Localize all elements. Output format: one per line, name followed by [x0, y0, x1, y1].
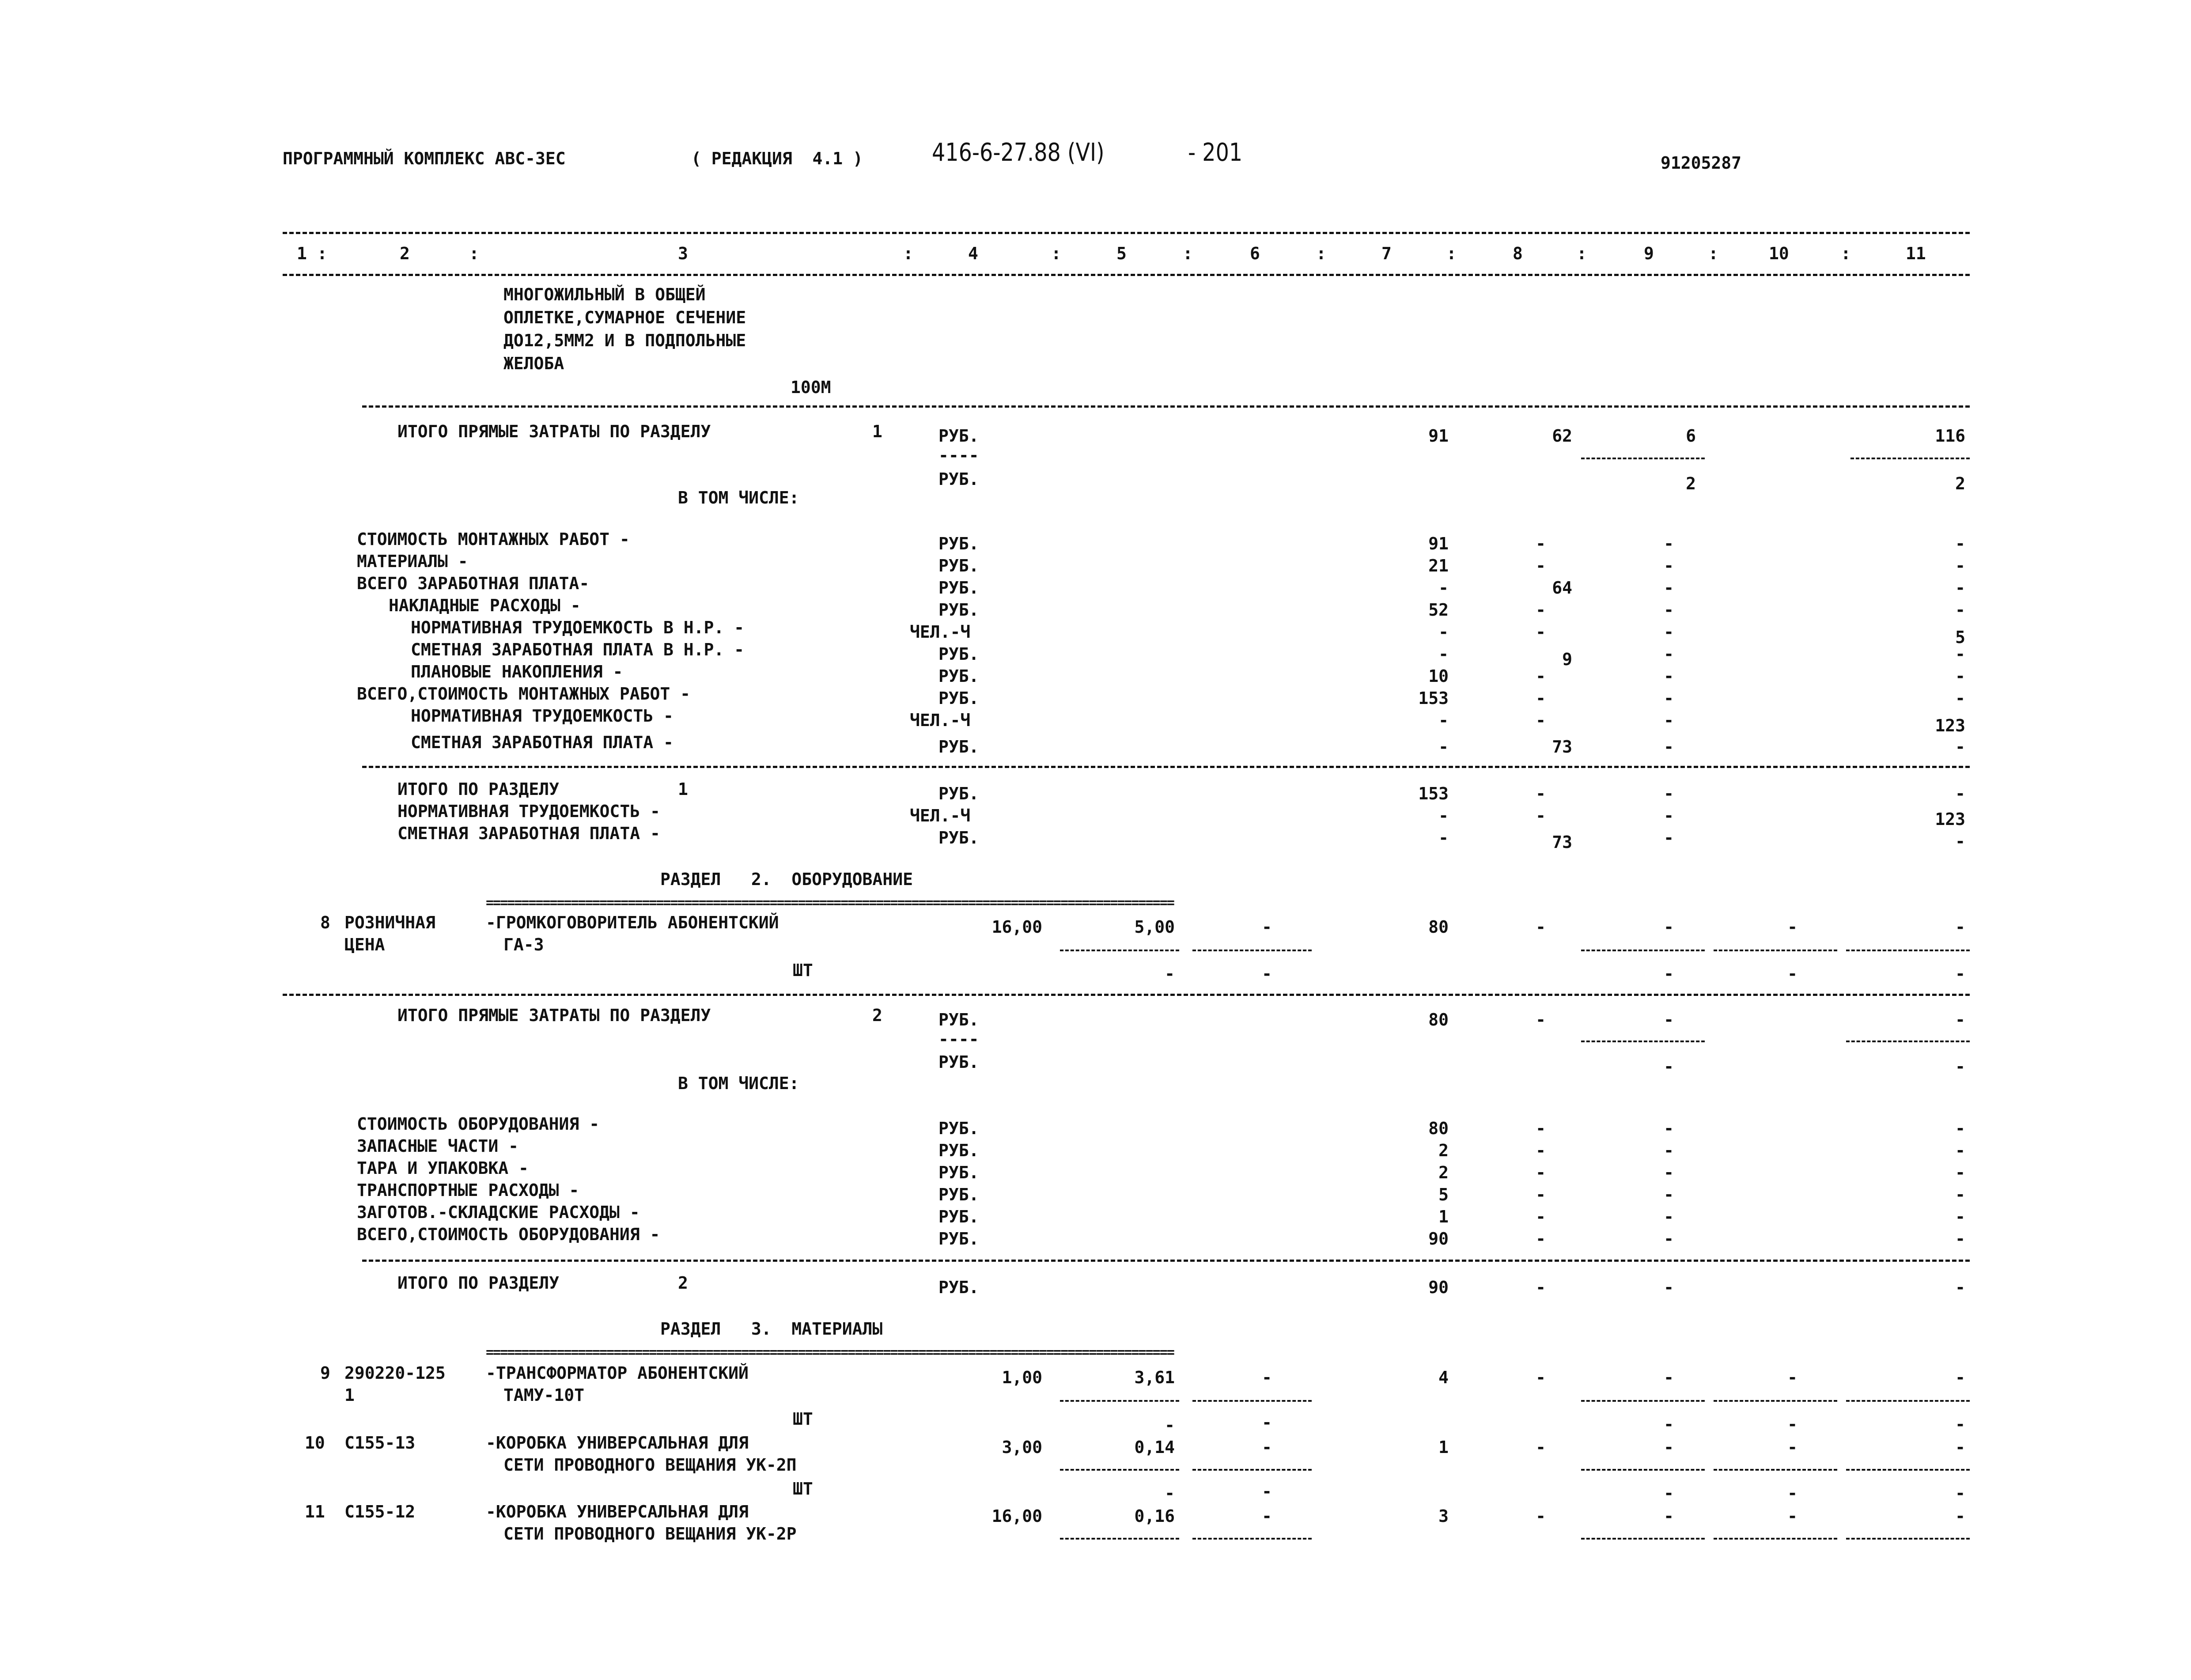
breakdown-label: СТОИМОСТЬ МОНТАЖНЫХ РАБОТ - [357, 530, 630, 549]
col11-value: - [1955, 556, 1965, 575]
unit-col9: - [1664, 1415, 1674, 1434]
subtotal-rule [1581, 458, 1705, 459]
col11-value: - [1955, 832, 1965, 851]
col8-value: - [1536, 806, 1546, 825]
cell-rule [1060, 950, 1179, 951]
item-number: 9 [320, 1363, 330, 1383]
col9-value: - [1664, 806, 1674, 825]
col8-value: 73 [1552, 737, 1572, 757]
col10-value: - [1787, 1368, 1797, 1387]
col6-value: - [1262, 1438, 1272, 1457]
description-line: ЖЕЛОБА [503, 354, 564, 373]
col7-value: - [1438, 828, 1449, 848]
col9-value: - [1664, 1278, 1674, 1297]
col7-value: 5 [1438, 1185, 1449, 1204]
column-separator: : [1051, 244, 1061, 263]
col7-value: 10 [1428, 666, 1449, 686]
column-separator: : [1446, 244, 1457, 263]
col7-value: - [1438, 644, 1449, 664]
unit-col10: - [1787, 1415, 1797, 1434]
col8-value: - [1536, 1368, 1546, 1387]
col7-value: 90 [1428, 1278, 1449, 1297]
col9-value: - [1664, 644, 1674, 664]
summary-unit: РУБ. [938, 1278, 979, 1297]
column-separator: : [1183, 244, 1193, 263]
column-header-9: 9 [1644, 244, 1654, 263]
column-header-8: 8 [1513, 244, 1523, 263]
total-label: ИТОГО ПРЯМЫЕ ЗАТРАТЫ ПО РАЗДЕЛУ [397, 422, 711, 441]
unit-col5: - [1165, 1483, 1175, 1503]
col7-value: 80 [1428, 917, 1449, 937]
col9-value: - [1664, 1207, 1674, 1226]
including-label: В ТОМ ЧИСЛЕ: [678, 488, 799, 507]
breakdown-label: СМЕТНАЯ ЗАРАБОТНАЯ ПЛАТА В Н.Р. - [411, 640, 744, 659]
col11-value: 5 [1955, 628, 1965, 647]
col9-value: - [1664, 1119, 1674, 1138]
col8-value: 9 [1562, 650, 1572, 669]
program-title: ПРОГРАММНЫЙ КОМПЛЕКС АВС-ЗЕС [283, 149, 566, 168]
section-number: 1 [678, 779, 688, 799]
cell-rule [1846, 1538, 1970, 1540]
item-name: -КОРОБКА УНИВЕРСАЛЬНАЯ ДЛЯ [486, 1433, 749, 1453]
col9-value: - [1664, 1438, 1674, 1457]
col8-value: - [1536, 689, 1546, 708]
quantity: 16,00 [991, 917, 1042, 937]
col9-value: - [1664, 556, 1674, 575]
col8-value: - [1536, 666, 1546, 686]
page-number: - 201 [1188, 138, 1243, 167]
column-separator: : [469, 244, 479, 263]
col6-value: - [1262, 917, 1272, 937]
col7-value: 3 [1438, 1506, 1449, 1526]
col7-value: - [1438, 622, 1449, 642]
column-header-10: 10 [1769, 244, 1789, 263]
col9-value: - [1664, 1506, 1674, 1526]
breakdown-label: СТОИМОСТЬ ОБОРУДОВАНИЯ - [357, 1114, 600, 1134]
section-number: 1 [872, 422, 882, 441]
cell-rule [1581, 1469, 1705, 1471]
column-header-2: 2 [400, 244, 410, 263]
col11-value: - [1955, 534, 1965, 553]
unit-col6: - [1262, 1482, 1272, 1501]
cell-rule [1714, 1469, 1837, 1471]
col11-value: 116 [1935, 426, 1965, 446]
item-unit: ШТ [793, 961, 813, 980]
quantity: 1,00 [1002, 1368, 1042, 1387]
col8-value: - [1536, 784, 1546, 803]
quantity: 3,00 [1002, 1438, 1042, 1457]
summary-unit: РУБ. [938, 828, 979, 848]
unit-col9: - [1664, 964, 1674, 984]
col6-value: - [1262, 1368, 1272, 1387]
col8-value: - [1536, 1141, 1546, 1160]
subtotal-rule [1850, 458, 1970, 459]
summary-label: НОРМАТИВНАЯ ТРУДОЕМКОСТЬ - [397, 802, 660, 821]
col7-value: - [1438, 578, 1449, 598]
col7-value: 80 [1428, 1010, 1449, 1029]
breakdown-label: СМЕТНАЯ ЗАРАБОТНАЯ ПЛАТА - [411, 733, 674, 752]
col11-value: - [1955, 1278, 1965, 1297]
item-name: -КОРОБКА УНИВЕРСАЛЬНАЯ ДЛЯ [486, 1502, 749, 1521]
breakdown-label: ВСЕГО,СТОИМОСТЬ МОНТАЖНЫХ РАБОТ - [357, 684, 690, 704]
cell-rule [1581, 1400, 1705, 1402]
breakdown-label: ВСЕГО,СТОИМОСТЬ ОБОРУДОВАНИЯ - [357, 1225, 660, 1244]
row-rule [362, 405, 1970, 408]
summary-label: ИТОГО ПО РАЗДЕЛУ [397, 1273, 560, 1293]
cell-rule [1846, 1400, 1970, 1402]
item-code: С155-13 [344, 1433, 416, 1453]
col11-value: - [1955, 737, 1965, 757]
col8-value: - [1536, 1438, 1546, 1457]
col11-value: - [1955, 1010, 1965, 1029]
breakdown-unit: РУБ. [938, 1207, 979, 1226]
description-line: МНОГОЖИЛЬНЫЙ В ОБЩЕЙ [503, 285, 706, 304]
row-rule [362, 766, 1970, 768]
column-separator: : [903, 244, 913, 263]
col11-value: - [1955, 1438, 1965, 1457]
cell-rule [1714, 950, 1837, 951]
row-rule [283, 994, 1970, 996]
summary-label: СМЕТНАЯ ЗАРАБОТНАЯ ПЛАТА - [397, 824, 660, 843]
col9-value: - [1664, 600, 1674, 620]
cell-rule [1060, 1538, 1179, 1540]
unit-price: 0,16 [1134, 1506, 1175, 1526]
col11-value: - [1955, 689, 1965, 708]
breakdown-unit: ЧЕЛ.-Ч [910, 711, 971, 730]
unit-col5: - [1165, 964, 1175, 984]
unit-label: РУБ. [938, 469, 979, 489]
column-header-3: 3 [678, 244, 688, 263]
header-bottom-rule [283, 274, 1970, 276]
row-rule [362, 1260, 1970, 1262]
description-line: ДО12,5ММ2 И В ПОДПОЛЬНЫЕ [503, 331, 746, 350]
document-number: 91205287 [1661, 153, 1742, 173]
unit-dashes: ---- [938, 1029, 979, 1049]
col7-value: 1 [1438, 1207, 1449, 1226]
breakdown-unit: РУБ. [938, 534, 979, 553]
breakdown-unit: РУБ. [938, 1163, 979, 1182]
description-line: ОПЛЕТКЕ,СУМАРНОЕ СЕЧЕНИЕ [503, 308, 746, 327]
item-code: 290220-125 [344, 1363, 446, 1383]
col11-value: - [1955, 1119, 1965, 1138]
item-name: -ГРОМКОГОВОРИТЕЛЬ АБОНЕНТСКИЙ [486, 913, 779, 932]
col9-value: - [1664, 1185, 1674, 1204]
col9-value: - [1664, 737, 1674, 757]
cell-rule [1846, 950, 1970, 951]
header-top-rule [283, 232, 1970, 234]
col11-value: - [1955, 1185, 1965, 1204]
project-code: 416-6-27.88 (VI) [932, 138, 1105, 167]
item-number: 11 [305, 1502, 325, 1521]
unit-col6: - [1262, 964, 1272, 984]
unit-price: 0,14 [1134, 1438, 1175, 1457]
column-separator: : [1841, 244, 1851, 263]
col9-value: - [1664, 1141, 1674, 1160]
col7-value: - [1438, 737, 1449, 757]
unit-col6: - [1262, 1413, 1272, 1432]
item-unit: ШТ [793, 1409, 813, 1429]
col11-value: - [1955, 784, 1965, 803]
unit-dashes: ---- [938, 446, 979, 465]
unit-label: РУБ. [938, 426, 979, 446]
col11-value: 123 [1935, 716, 1965, 735]
col8-value: - [1536, 1185, 1546, 1204]
item-name-line2: ТАМУ-10Т [503, 1385, 585, 1405]
cell-rule [1060, 1400, 1179, 1402]
unit-col10: - [1787, 1483, 1797, 1503]
col9-value: - [1664, 784, 1674, 803]
total-label: ИТОГО ПРЯМЫЕ ЗАТРАТЫ ПО РАЗДЕЛУ [397, 1006, 711, 1025]
col11-value: - [1955, 600, 1965, 620]
breakdown-label: ЗАГОТОВ.-СКЛАДСКИЕ РАСХОДЫ - [357, 1203, 640, 1222]
col8-value: - [1536, 1010, 1546, 1029]
col7-value: 52 [1428, 600, 1449, 620]
breakdown-label: НОРМАТИВНАЯ ТРУДОЕМКОСТЬ В Н.Р. - [411, 618, 744, 637]
column-header-6: 6 [1250, 244, 1260, 263]
column-header-7: 7 [1381, 244, 1392, 263]
item-code: С155-12 [344, 1502, 416, 1521]
breakdown-unit: РУБ. [938, 1229, 979, 1249]
col8-value: 62 [1552, 426, 1572, 446]
col11-value: - [1955, 1141, 1965, 1160]
col11-value: - [1955, 578, 1965, 598]
col6-value: - [1262, 1506, 1272, 1526]
col8-value: - [1536, 1119, 1546, 1138]
col9-value: - [1664, 666, 1674, 686]
col8-value: - [1536, 1278, 1546, 1297]
summary-label: ИТОГО ПО РАЗДЕЛУ [397, 779, 560, 799]
breakdown-label: ЗАПАСНЫЕ ЧАСТИ - [357, 1136, 519, 1156]
col11-value: 2 [1955, 474, 1965, 493]
breakdown-unit: РУБ. [938, 644, 979, 664]
breakdown-label: НОРМАТИВНАЯ ТРУДОЕМКОСТЬ - [411, 706, 674, 726]
cell-rule [1060, 1469, 1179, 1471]
col7-value: 153 [1418, 784, 1449, 803]
breakdown-label: ТРАНСПОРТНЫЕ РАСХОДЫ - [357, 1181, 579, 1200]
col7-value: 2 [1438, 1141, 1449, 1160]
item-code-line2: ЦЕНА [344, 935, 385, 954]
edition-label: ( РЕДАКЦИЯ 4.1 ) [691, 149, 863, 168]
col8-value: - [1536, 622, 1546, 642]
col11-value: - [1955, 917, 1965, 937]
cell-rule [1846, 1469, 1970, 1471]
unit-label: РУБ. [938, 1052, 979, 1072]
item-name-line2: ГА-3 [503, 935, 544, 954]
col9-value: - [1664, 1229, 1674, 1249]
col11-value: - [1955, 1163, 1965, 1182]
section-number: 2 [872, 1006, 882, 1025]
col10-value: - [1787, 1438, 1797, 1457]
cell-rule [1581, 1538, 1705, 1540]
including-label: В ТОМ ЧИСЛЕ: [678, 1074, 799, 1093]
breakdown-unit: РУБ. [938, 578, 979, 598]
column-header-1: 1 [297, 244, 307, 263]
breakdown-unit: РУБ. [938, 737, 979, 757]
unit-col11: - [1955, 1415, 1965, 1434]
col9-value: - [1664, 622, 1674, 642]
unit-label: РУБ. [938, 1010, 979, 1029]
cell-rule [1192, 1469, 1312, 1471]
col9-value: - [1664, 578, 1674, 598]
breakdown-label: ТАРА И УПАКОВКА - [357, 1158, 529, 1178]
col7-value: - [1438, 711, 1449, 730]
item-unit: ШТ [793, 1479, 813, 1498]
section3-title: РАЗДЕЛ 3. МАТЕРИАЛЫ [660, 1319, 883, 1339]
col7-value: 80 [1428, 1119, 1449, 1138]
col7-value: - [1438, 806, 1449, 825]
col9-value: - [1664, 1163, 1674, 1182]
col8-value: 64 [1552, 578, 1572, 598]
column-separator: : [1708, 244, 1718, 263]
breakdown-unit: РУБ. [938, 689, 979, 708]
col8-value: - [1536, 1506, 1546, 1526]
section-number: 2 [678, 1273, 688, 1293]
col7-value: 91 [1428, 534, 1449, 553]
summary-unit: РУБ. [938, 784, 979, 803]
col9-value: 6 [1686, 426, 1696, 446]
col11-value: - [1955, 1368, 1965, 1387]
col11-value: - [1955, 1229, 1965, 1249]
col9-value: - [1664, 711, 1674, 730]
item-code: РОЗНИЧНАЯ [344, 913, 435, 932]
col7-value: 153 [1418, 689, 1449, 708]
col10-value: - [1787, 917, 1797, 937]
item-name-line2: СЕТИ ПРОВОДНОГО ВЕЩАНИЯ УК-2П [503, 1455, 797, 1475]
col8-value: - [1536, 1229, 1546, 1249]
col10-value: - [1787, 1506, 1797, 1526]
section2-title: РАЗДЕЛ 2. ОБОРУДОВАНИЕ [660, 870, 913, 889]
col11-value: - [1955, 1057, 1965, 1076]
breakdown-unit: РУБ. [938, 600, 979, 620]
col11-value: 123 [1935, 810, 1965, 829]
col8-value: - [1536, 1163, 1546, 1182]
breakdown-unit: РУБ. [938, 556, 979, 575]
breakdown-label: НАКЛАДНЫЕ РАСХОДЫ - [389, 596, 581, 615]
col11-value: - [1955, 644, 1965, 664]
col7-value: 4 [1438, 1368, 1449, 1387]
col8-value: - [1536, 1207, 1546, 1226]
col8-value: - [1536, 534, 1546, 553]
breakdown-unit: РУБ. [938, 1141, 979, 1160]
col7-value: 1 [1438, 1438, 1449, 1457]
col7-value: 90 [1428, 1229, 1449, 1249]
col11-value: - [1955, 1506, 1965, 1526]
col9-value: - [1664, 1057, 1674, 1076]
cell-rule [1581, 950, 1705, 951]
equals-rule: ================================================================================================= [486, 897, 1174, 911]
subtotal-rule [1846, 1041, 1970, 1042]
item-unit: 100М [791, 378, 831, 397]
cell-rule [1192, 950, 1312, 951]
col9-value: 2 [1686, 474, 1696, 493]
item-code-line2: 1 [344, 1385, 355, 1405]
column-header-4: 4 [968, 244, 978, 263]
breakdown-label: ПЛАНОВЫЕ НАКОПЛЕНИЯ - [411, 662, 623, 681]
unit-col11: - [1955, 1483, 1965, 1503]
col7-value: 91 [1428, 426, 1449, 446]
col8-value: - [1536, 556, 1546, 575]
col9-value: - [1664, 689, 1674, 708]
col9-value: - [1664, 1010, 1674, 1029]
col9-value: - [1664, 1368, 1674, 1387]
unit-price: 3,61 [1134, 1368, 1175, 1387]
breakdown-label: МАТЕРИАЛЫ - [357, 552, 468, 571]
item-number: 10 [305, 1433, 325, 1453]
item-name: -ТРАНСФОРМАТОР АБОНЕНТСКИЙ [486, 1363, 749, 1383]
column-header-5: 5 [1116, 244, 1127, 263]
summary-unit: ЧЕЛ.-Ч [910, 806, 971, 825]
unit-col11: - [1955, 964, 1965, 984]
column-separator: : [317, 244, 327, 263]
col9-value: - [1664, 917, 1674, 937]
item-name-line2: СЕТИ ПРОВОДНОГО ВЕЩАНИЯ УК-2Р [503, 1524, 797, 1544]
col8-value: 73 [1552, 832, 1572, 852]
unit-col10: - [1787, 964, 1797, 984]
col7-value: 21 [1428, 556, 1449, 575]
col11-value: - [1955, 1207, 1965, 1226]
cell-rule [1192, 1538, 1312, 1540]
col8-value: - [1536, 917, 1546, 937]
item-number: 8 [320, 913, 330, 932]
column-header-11: 11 [1906, 244, 1926, 263]
unit-price: 5,00 [1134, 917, 1175, 937]
subtotal-rule [1581, 1041, 1705, 1042]
breakdown-unit: ЧЕЛ.-Ч [910, 622, 971, 642]
col9-value: - [1664, 828, 1674, 848]
col7-value: 2 [1438, 1163, 1449, 1182]
unit-col9: - [1664, 1483, 1674, 1503]
breakdown-unit: РУБ. [938, 1185, 979, 1204]
col8-value: - [1536, 600, 1546, 620]
cell-rule [1192, 1400, 1312, 1402]
equals-rule: ================================================================================================= [486, 1346, 1174, 1360]
breakdown-unit: РУБ. [938, 1119, 979, 1138]
column-separator: : [1316, 244, 1326, 263]
col11-value: - [1955, 666, 1965, 686]
unit-col5: - [1165, 1415, 1175, 1435]
cell-rule [1714, 1538, 1837, 1540]
col8-value: - [1536, 711, 1546, 730]
breakdown-unit: РУБ. [938, 666, 979, 686]
column-separator: : [1577, 244, 1587, 263]
col9-value: - [1664, 534, 1674, 553]
quantity: 16,00 [991, 1506, 1042, 1526]
cell-rule [1714, 1400, 1837, 1402]
breakdown-label: ВСЕГО ЗАРАБОТНАЯ ПЛАТА- [357, 574, 590, 593]
